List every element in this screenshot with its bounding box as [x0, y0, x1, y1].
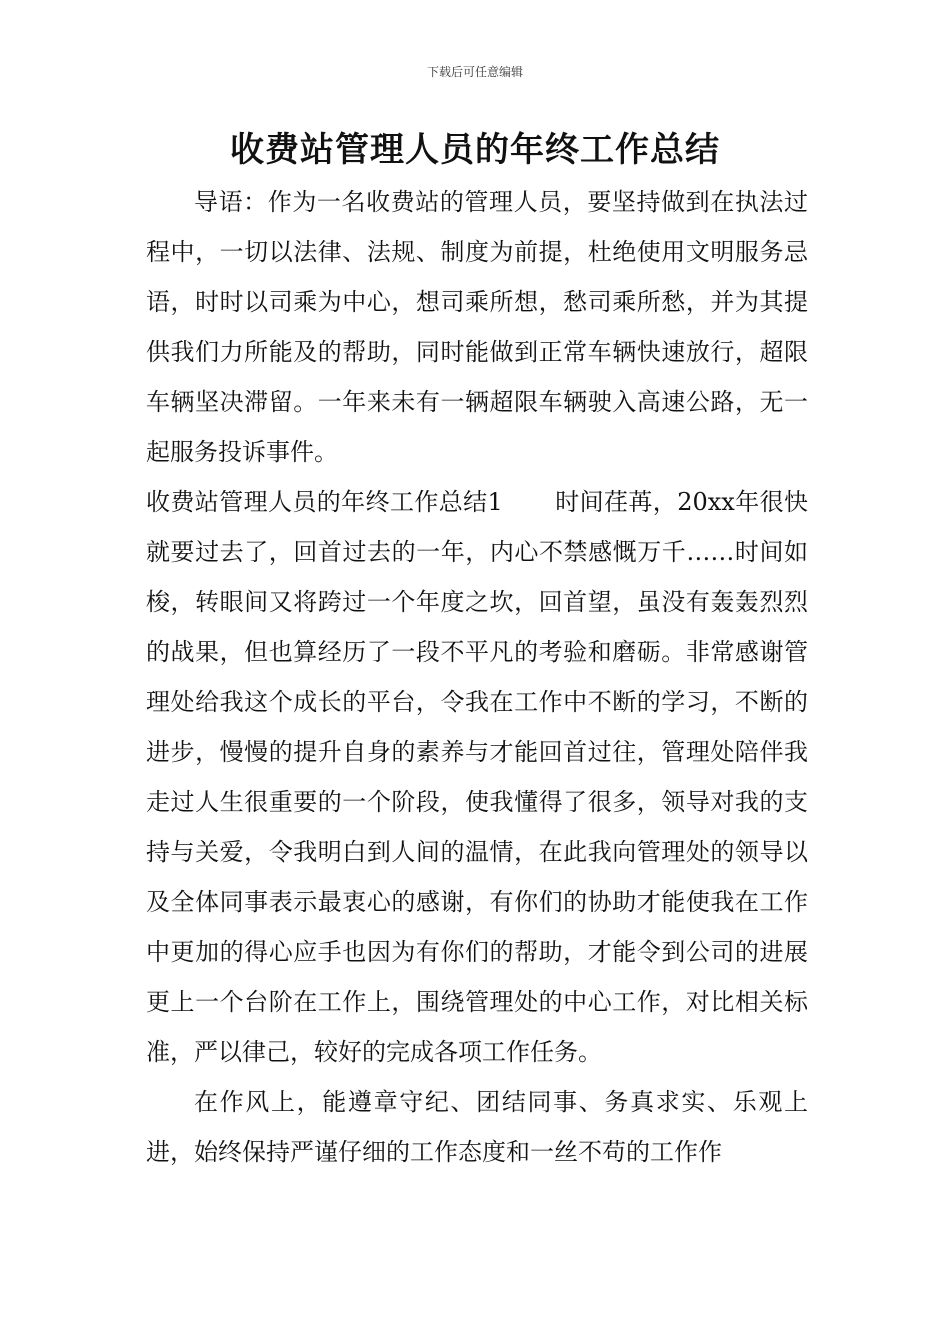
section-paragraph — [146, 477, 808, 1077]
document-body — [146, 177, 808, 1177]
page-header-note: 下载后可任意编辑 — [426, 65, 523, 79]
section-text: 时间荏苒，20xx年很快就要过去了，回首过去的一年，内心不禁感慨万千……时间如梭，转眼间又将跨过一个年度之坎，回首望，虽没有轰轰烈烈的战果，但也算经历了一段不平凡的考验和磨砺。非常感谢管理处给我这个成长的平台，令我在工作中不断的学习，不断的进步，慢慢的提升自身的素养与才能回首过往，管理处陪伴我走过人生很重要的一个阶段，使我懂得了很多，领导对我的支持与关爱，令我明白到人间的温情，在此我向管理处的领导以及全体同事表示最衷心的感谢，有你们的协助才能使我在工作中更加的得心应手也因为有你们的帮助，才能令到公司的进展更上一个台阶在工作上，围绕管理处的中心工作，对比相关标准，严以律己，较好的完成各项工作任务。 — [146, 488, 809, 1066]
style-paragraph: 在作风上，能遵章守纪、团结同事、务真求实、乐观上进，始终保持严谨仔细的工作态度和一丝不苟的工作作 — [146, 1088, 808, 1166]
section-heading: 收费站管理人员的年终工作总结1 — [146, 488, 503, 516]
document-title: 收费站管理人员的年终工作总结 — [230, 130, 720, 170]
intro-paragraph: 导语：作为一名收费站的管理人员，要坚持做到在执法过程中，一切以法律、法规、制度为前提，杜绝使用文明服务忌语，时时以司乘为中心，想司乘所想，愁司乘所愁，并为其提供我们力所能及的帮助，同时能做到正常车辆快速放行，超限车辆坚决滞留。一年来未有一辆超限车辆驶入高速公路，无一起服务投诉事件。 — [146, 188, 808, 466]
